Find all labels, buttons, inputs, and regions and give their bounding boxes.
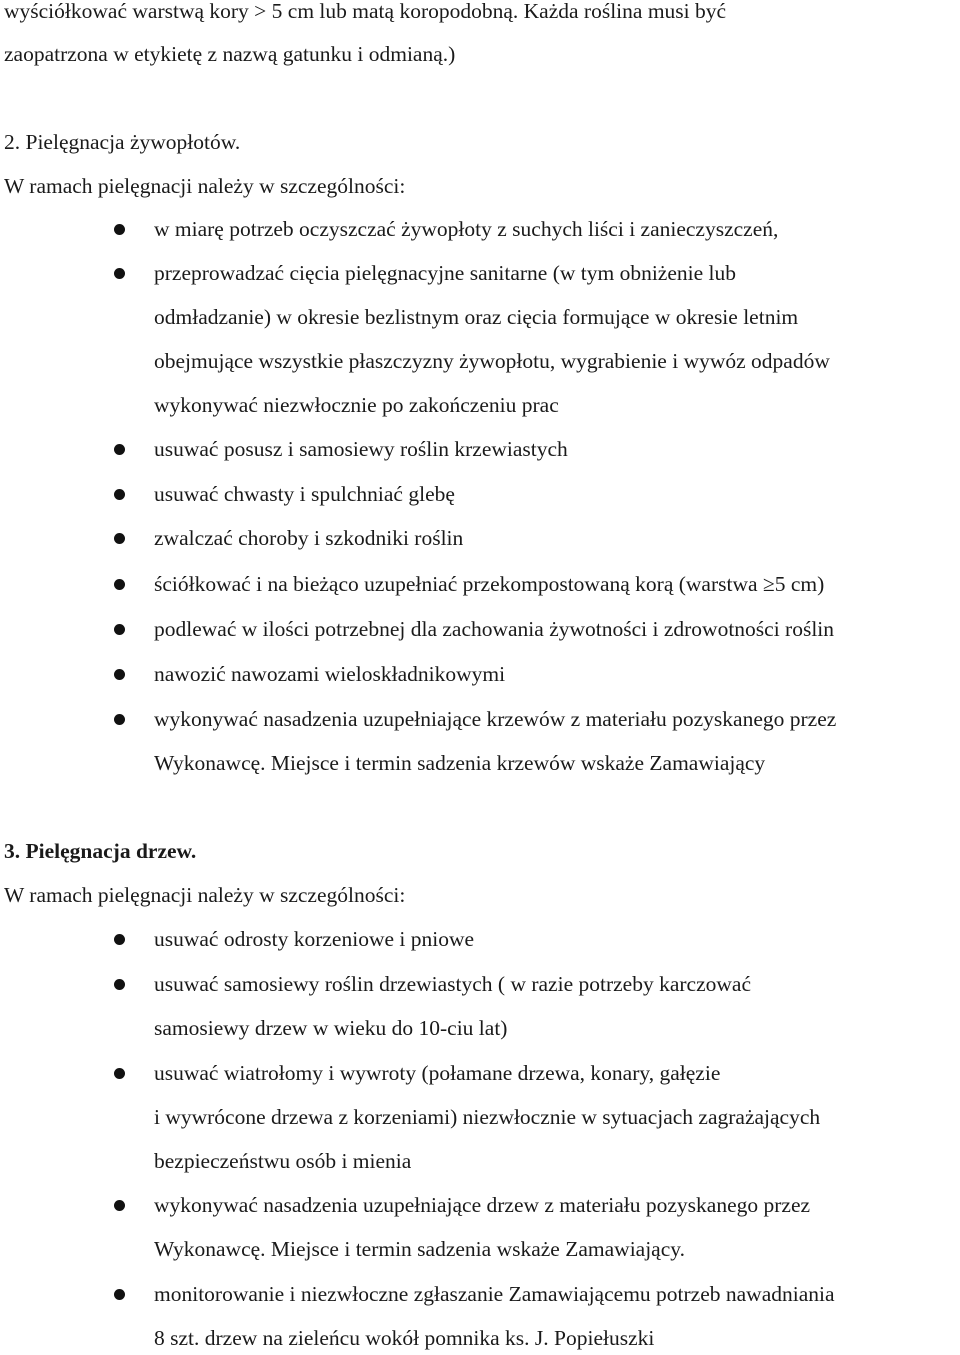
section2-heading: 2. Pielęgnacja żywopłotów. — [4, 130, 241, 154]
section3-heading: 3. Pielęgnacja drzew. — [4, 839, 197, 863]
list-item: ściółkować i na bieżąco uzupełniać przekompostowaną korą (warstwa ≥5 cm) — [154, 572, 825, 596]
list-bullet — [114, 579, 125, 590]
section3-lead: W ramach pielęgnacji należy w szczególności: — [4, 883, 406, 907]
list-item-continuation: Wykonawcę. Miejsce i termin sadzenia krzewów wskaże Zamawiający — [154, 751, 766, 775]
list-item-continuation: odmładzanie) w okresie bezlistnym oraz cięcia formujące w okresie letnim — [154, 305, 799, 329]
list-item: wykonywać nasadzenia uzupełniające krzewów z materiału pozyskanego przez — [154, 707, 837, 731]
list-bullet — [114, 979, 125, 990]
intro-line-2: zaopatrzona w etykietę z nazwą gatunku i odmianą.) — [4, 42, 456, 66]
list-item: podlewać w ilości potrzebnej dla zachowania żywotności i zdrowotności roślin — [154, 617, 835, 641]
list-item-continuation: i wywrócone drzewa z korzeniami) niezwłocznie w sytuacjach zagrażających — [154, 1105, 821, 1129]
list-bullet — [114, 624, 125, 635]
list-bullet — [114, 444, 125, 455]
list-item: usuwać samosiewy roślin drzewiastych ( w razie potrzeby karczować — [154, 972, 751, 996]
list-item: monitorowanie i niezwłoczne zgłaszanie Zamawiającemu potrzeb nawadniania — [154, 1282, 835, 1306]
list-bullet — [114, 533, 125, 544]
list-item-continuation: wykonywać niezwłocznie po zakończeniu prac — [154, 393, 559, 417]
list-bullet — [114, 224, 125, 235]
list-item: usuwać posusz i samosiewy roślin krzewiastych — [154, 437, 568, 461]
list-bullet — [114, 268, 125, 279]
list-item-continuation: samosiewy drzew w wieku do 10-ciu lat) — [154, 1016, 508, 1040]
list-bullet — [114, 669, 125, 680]
list-item: nawozić nawozami wieloskładnikowymi — [154, 662, 506, 686]
list-bullet — [114, 1068, 125, 1079]
list-item: usuwać chwasty i spulchniać glebę — [154, 482, 455, 506]
list-bullet — [114, 489, 125, 500]
list-item-continuation: 8 szt. drzew na zieleńcu wokół pomnika ks. J. Popiełuszki — [154, 1326, 655, 1350]
section2-lead: W ramach pielęgnacji należy w szczególności: — [4, 174, 406, 198]
list-bullet — [114, 934, 125, 945]
list-bullet — [114, 1289, 125, 1300]
list-bullet — [114, 714, 125, 725]
list-item-continuation: Wykonawcę. Miejsce i termin sadzenia wskaże Zamawiający. — [154, 1237, 685, 1261]
list-item: zwalczać choroby i szkodniki roślin — [154, 526, 464, 550]
list-item-continuation: obejmujące wszystkie płaszczyzny żywopłotu, wygrabienie i wywóz odpadów — [154, 349, 830, 373]
list-item: usuwać odrosty korzeniowe i pniowe — [154, 927, 475, 951]
list-item: usuwać wiatrołomy i wywroty (połamane drzewa, konary, gałęzie — [154, 1061, 721, 1085]
list-bullet — [114, 1200, 125, 1211]
list-item: przeprowadzać cięcia pielęgnacyjne sanitarne (w tym obniżenie lub — [154, 261, 737, 285]
list-item: w miarę potrzeb oczyszczać żywopłoty z suchych liści i zanieczyszczeń, — [154, 217, 779, 241]
intro-line-1: wyściółkować warstwą kory > 5 cm lub matą koropodobną. Każda roślina musi być — [4, 0, 727, 23]
list-item: wykonywać nasadzenia uzupełniające drzew z materiału pozyskanego przez — [154, 1193, 811, 1217]
list-item-continuation: bezpieczeństwu osób i mienia — [154, 1149, 412, 1173]
